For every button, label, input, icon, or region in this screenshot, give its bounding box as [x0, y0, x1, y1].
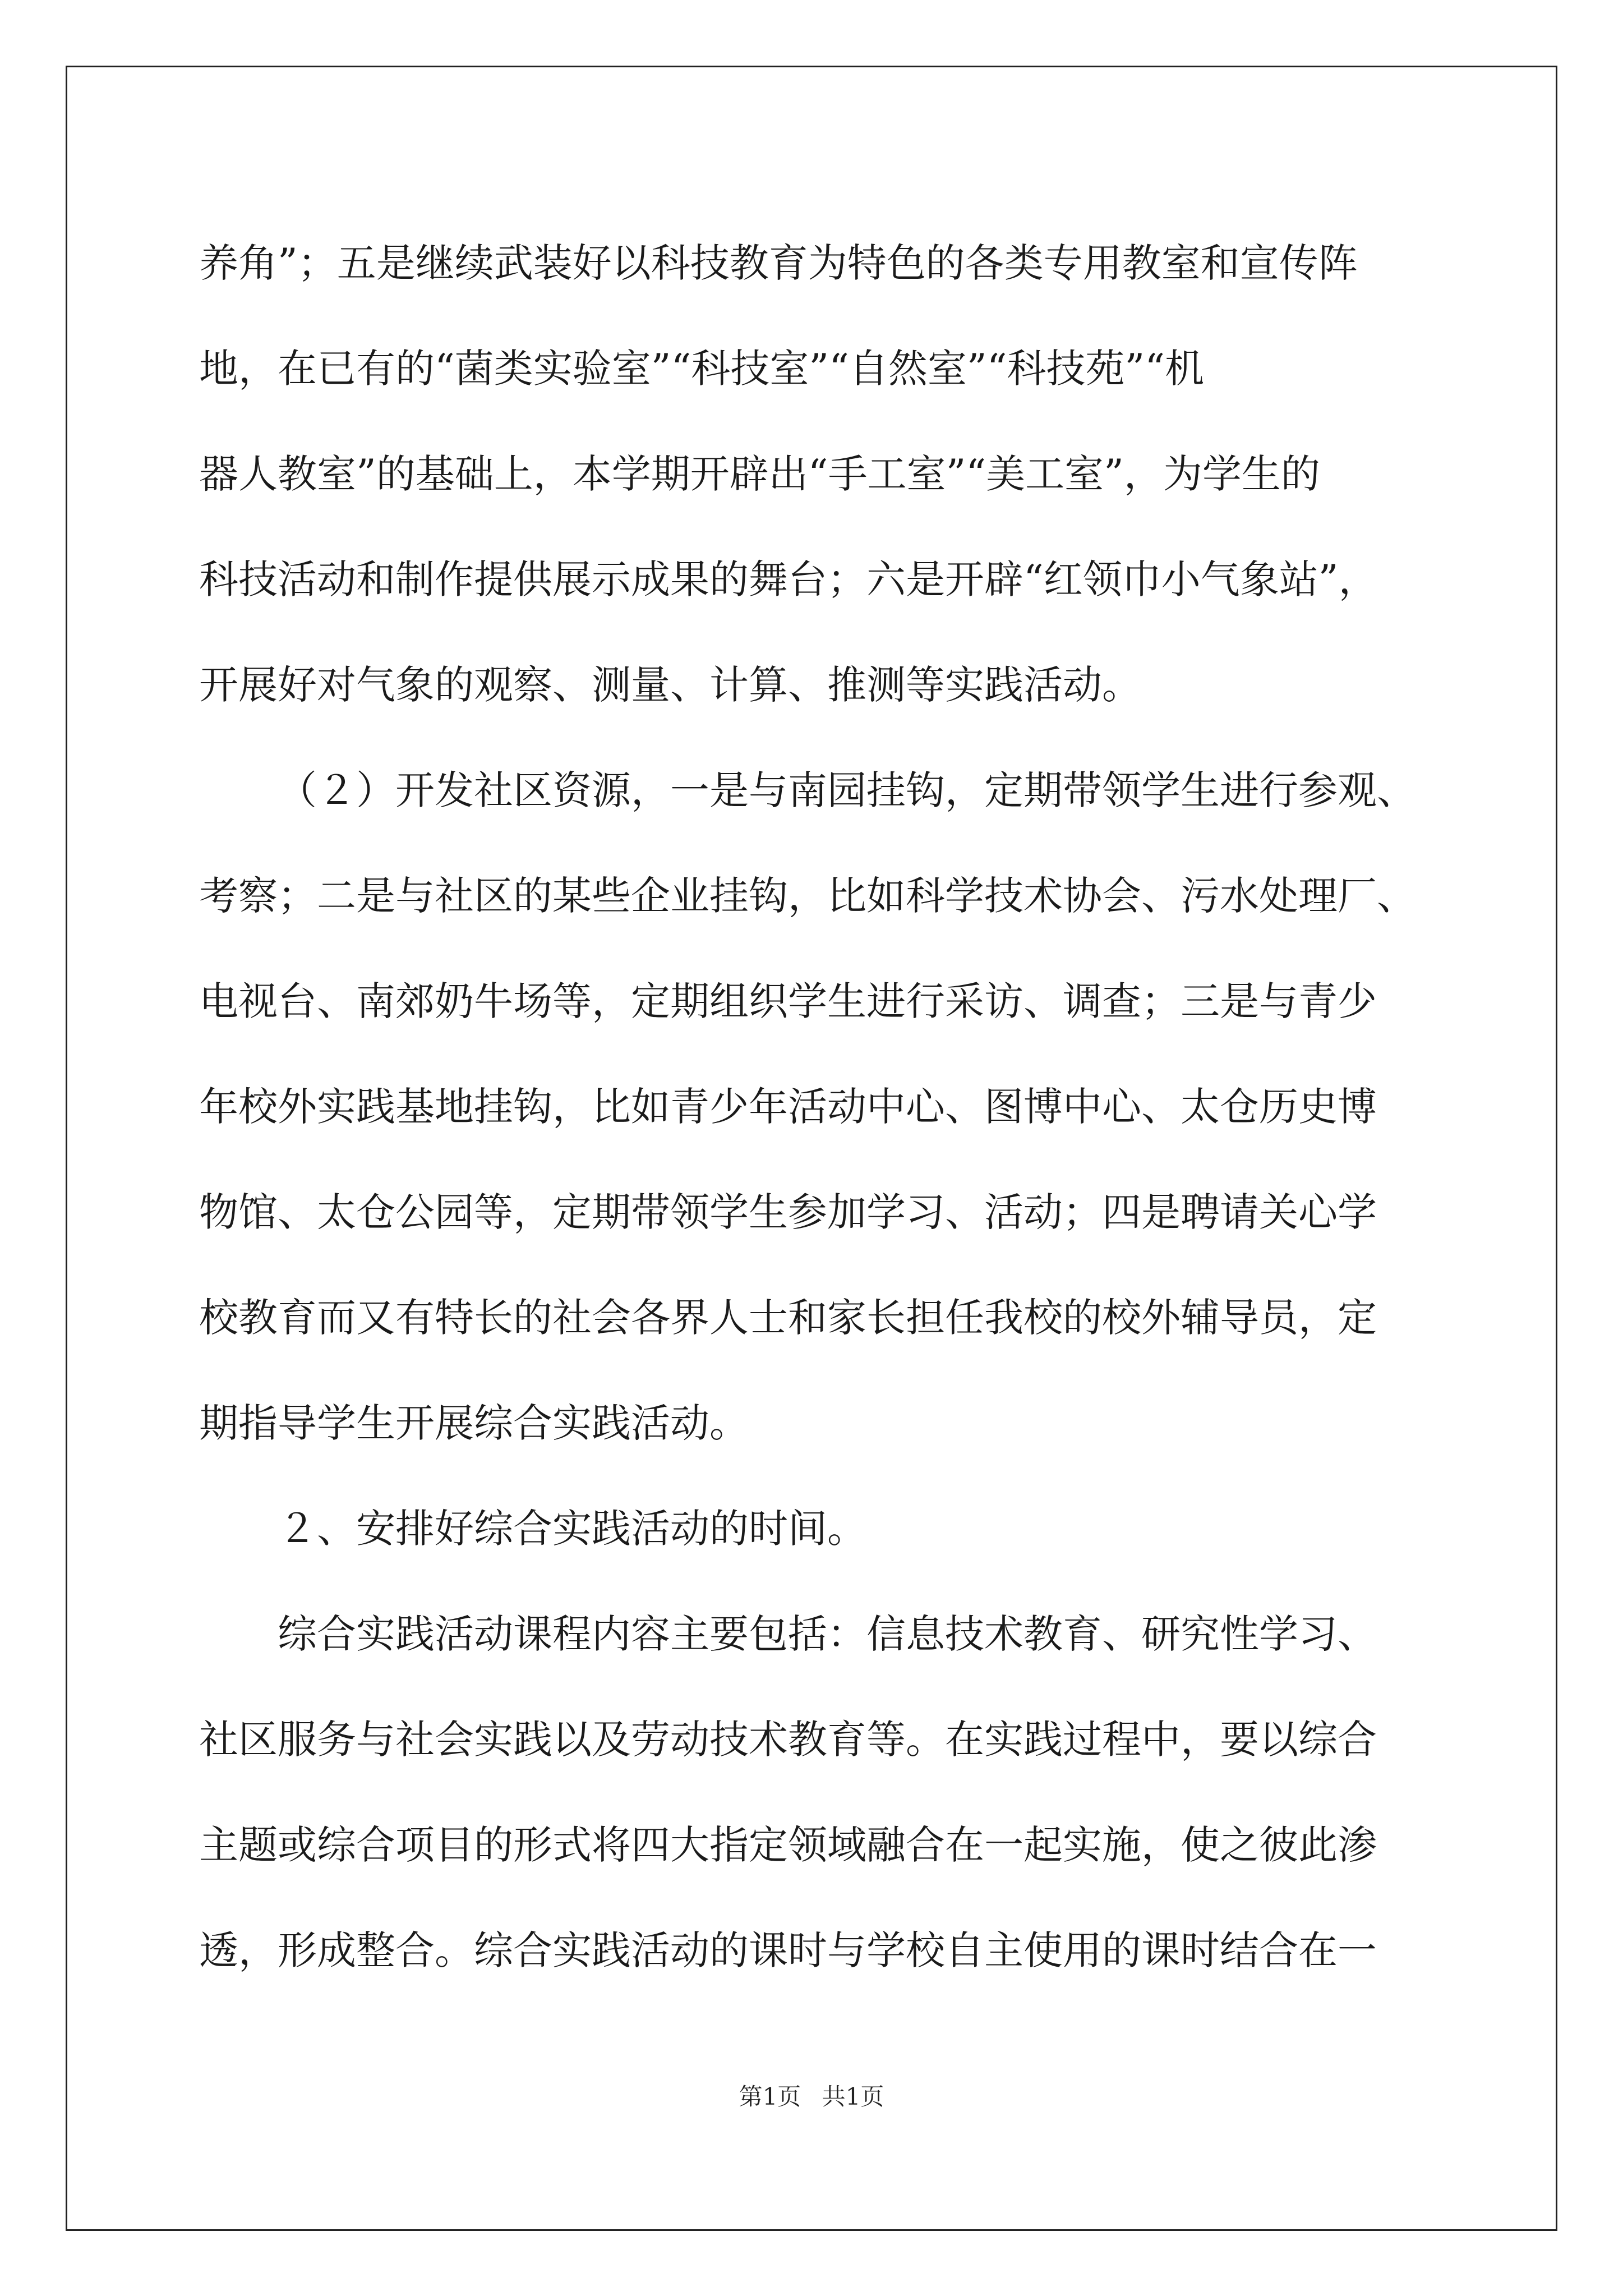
paragraph-start-line: 综合实践活动课程内容主要包括：信息技术教育、研究性学习、: [278, 1611, 1377, 1657]
section-heading: ２、安排好综合实践活动的时间。: [278, 1506, 866, 1552]
text-line: 科技活动和制作提供展示成果的舞台；六是开辟“红领巾小气象站”，: [199, 556, 1378, 602]
document-body: [199, 210, 1455, 2003]
text-line: 养角”；五是继续武装好以科技教育为特色的各类专用教室和宣传阵: [199, 240, 1358, 286]
text-line: 电视台、南郊奶牛场等，定期组织学生进行采访、调查；三是与青少: [199, 978, 1377, 1024]
text-line: 地，在已有的“菌类实验室”“科技室”“自然室”“科技苑”“机: [199, 346, 1205, 392]
paragraph-start-line: （２）开发社区资源，一是与南园挂钩，定期带领学生进行参观、: [278, 767, 1416, 813]
text-line: 考察；二是与社区的某些企业挂钩，比如科学技术协会、污水处理厂、: [199, 873, 1416, 919]
text-line: 年校外实践基地挂钩，比如青少年活动中心、图博中心、太仓历史博: [199, 1084, 1377, 1130]
text-line: 主题或综合项目的形式将四大指定领域融合在一起实施，使之彼此渗: [199, 1822, 1377, 1868]
page-total: 共1页: [822, 2083, 884, 2110]
text-line: 校教育而又有特长的社会各界人士和家长担任我校的校外辅导员，定: [199, 1295, 1377, 1341]
text-line: 开展好对气象的观察、测量、计算、推测等实践活动。: [199, 662, 1141, 708]
text-line: 期指导学生开展综合实践活动。: [199, 1400, 749, 1446]
text-line: 社区服务与社会实践以及劳动技术教育等。在实践过程中，要以综合: [199, 1717, 1377, 1763]
text-line: 物馆、太仓公园等，定期带领学生参加学习、活动；四是聘请关心学: [199, 1189, 1377, 1235]
page-number: 第1页: [739, 2083, 801, 2110]
page-footer: [0, 2078, 1623, 2112]
text-line: 器人教室”的基础上，本学期开辟出“手工室”“美工室”，为学生的: [199, 451, 1320, 497]
text-line: 透，形成整合。综合实践活动的课时与学校自主使用的课时结合在一: [199, 1927, 1377, 1973]
